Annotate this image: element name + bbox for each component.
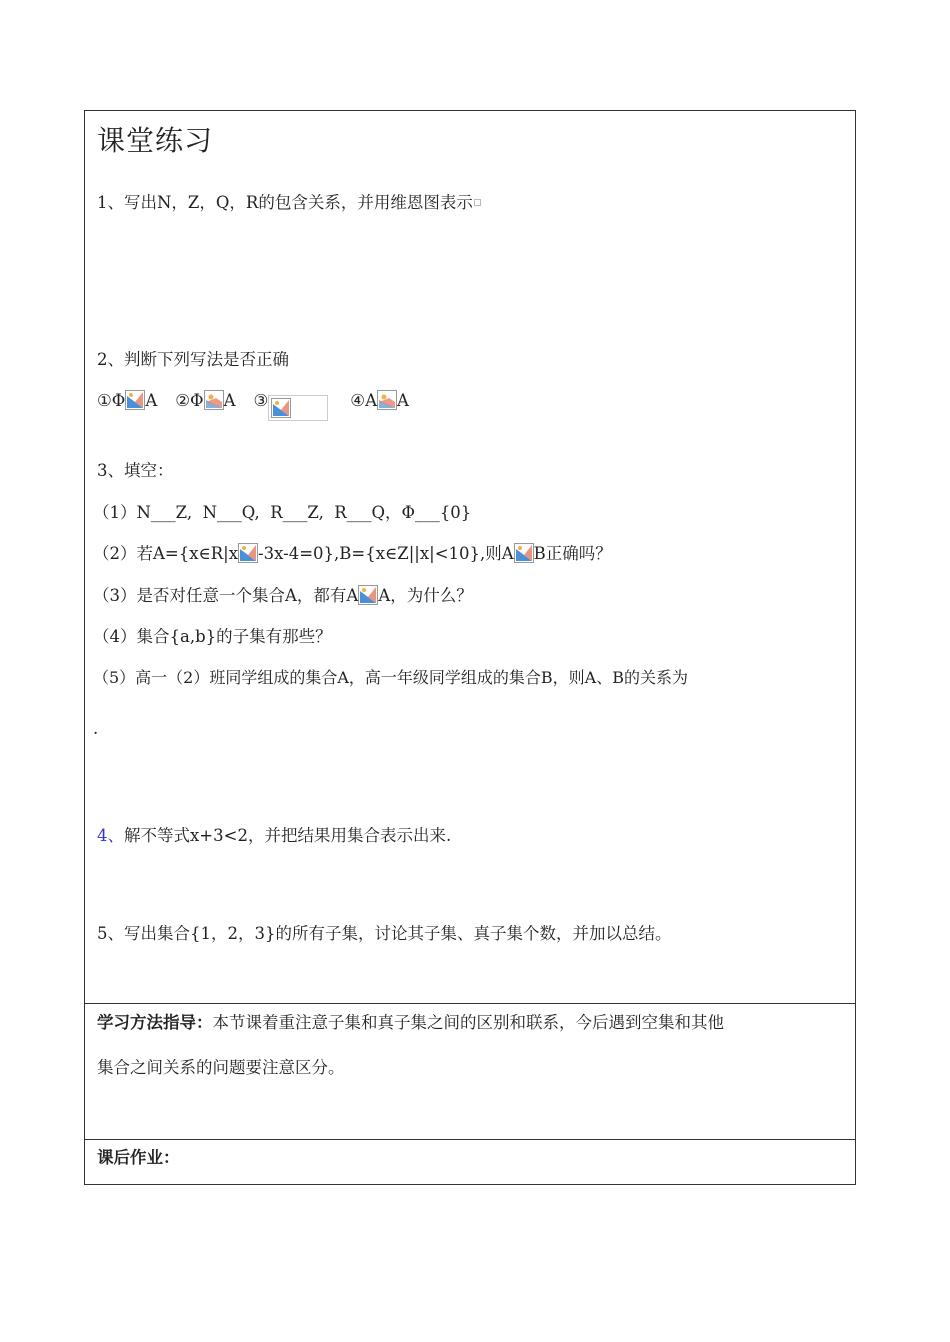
image-frame <box>268 395 328 421</box>
question-3-part-4: （4）集合{a,b}的子集有那些？ <box>93 627 332 646</box>
broken-image-icon <box>377 390 397 410</box>
learning-method-section <box>85 1004 855 1140</box>
question-1: 1、写出N，Z，Q，R的包含关系，并用维恩图表示 <box>97 192 481 214</box>
method-line-2: 集合之间关系的问题要注意区分。 <box>97 1058 345 1077</box>
question-3-heading: 3、填空： <box>97 461 174 480</box>
homework-section <box>85 1140 855 1184</box>
broken-image-icon <box>271 398 291 418</box>
question-3-part-2: （2）若A={x∈R|x -3x-4=0},B={x∈Z||x|<10},则A B正确吗？ <box>93 544 612 563</box>
broken-image-icon <box>204 390 224 410</box>
paragraph-mark-icon <box>474 199 481 206</box>
question-4: 4、解不等式x+3<2，并把结果用集合表示出来. <box>97 826 452 845</box>
broken-image-icon <box>238 543 258 563</box>
classroom-practice-section <box>85 111 855 1004</box>
question-2-heading: 2、判断下列写法是否正确 <box>97 350 289 369</box>
question-3-part-1: （1）N___Z, N___Q, R___Z, R___Q，Φ___{0} <box>93 503 472 522</box>
section-title: 课堂练习 <box>97 124 214 157</box>
question-5: 5、写出集合{1，2，3}的所有子集，讨论其子集、真子集个数，并加以总结。 <box>97 924 672 943</box>
method-line-1: 学习方法指导：本节课着重注意子集和真子集之间的区别和联系，今后遇到空集和其他 <box>97 1013 724 1032</box>
question-3-part-5-end: . <box>93 719 99 738</box>
question-3-part-3: （3）是否对任意一个集合A，都有A A，为什么？ <box>93 586 473 605</box>
broken-image-icon <box>125 390 145 410</box>
homework-label: 课后作业： <box>97 1148 180 1167</box>
question-2-items: ①Φ A ②Φ A ③ ④A A <box>97 390 409 421</box>
worksheet-table <box>84 110 856 1185</box>
question-3-part-5: （5）高一（2）班同学组成的集合A，高一年级同学组成的集合B，则A、B的关系为 <box>93 668 688 687</box>
broken-image-icon <box>358 585 378 605</box>
method-label: 学习方法指导： <box>97 1013 213 1032</box>
broken-image-icon <box>514 543 534 563</box>
